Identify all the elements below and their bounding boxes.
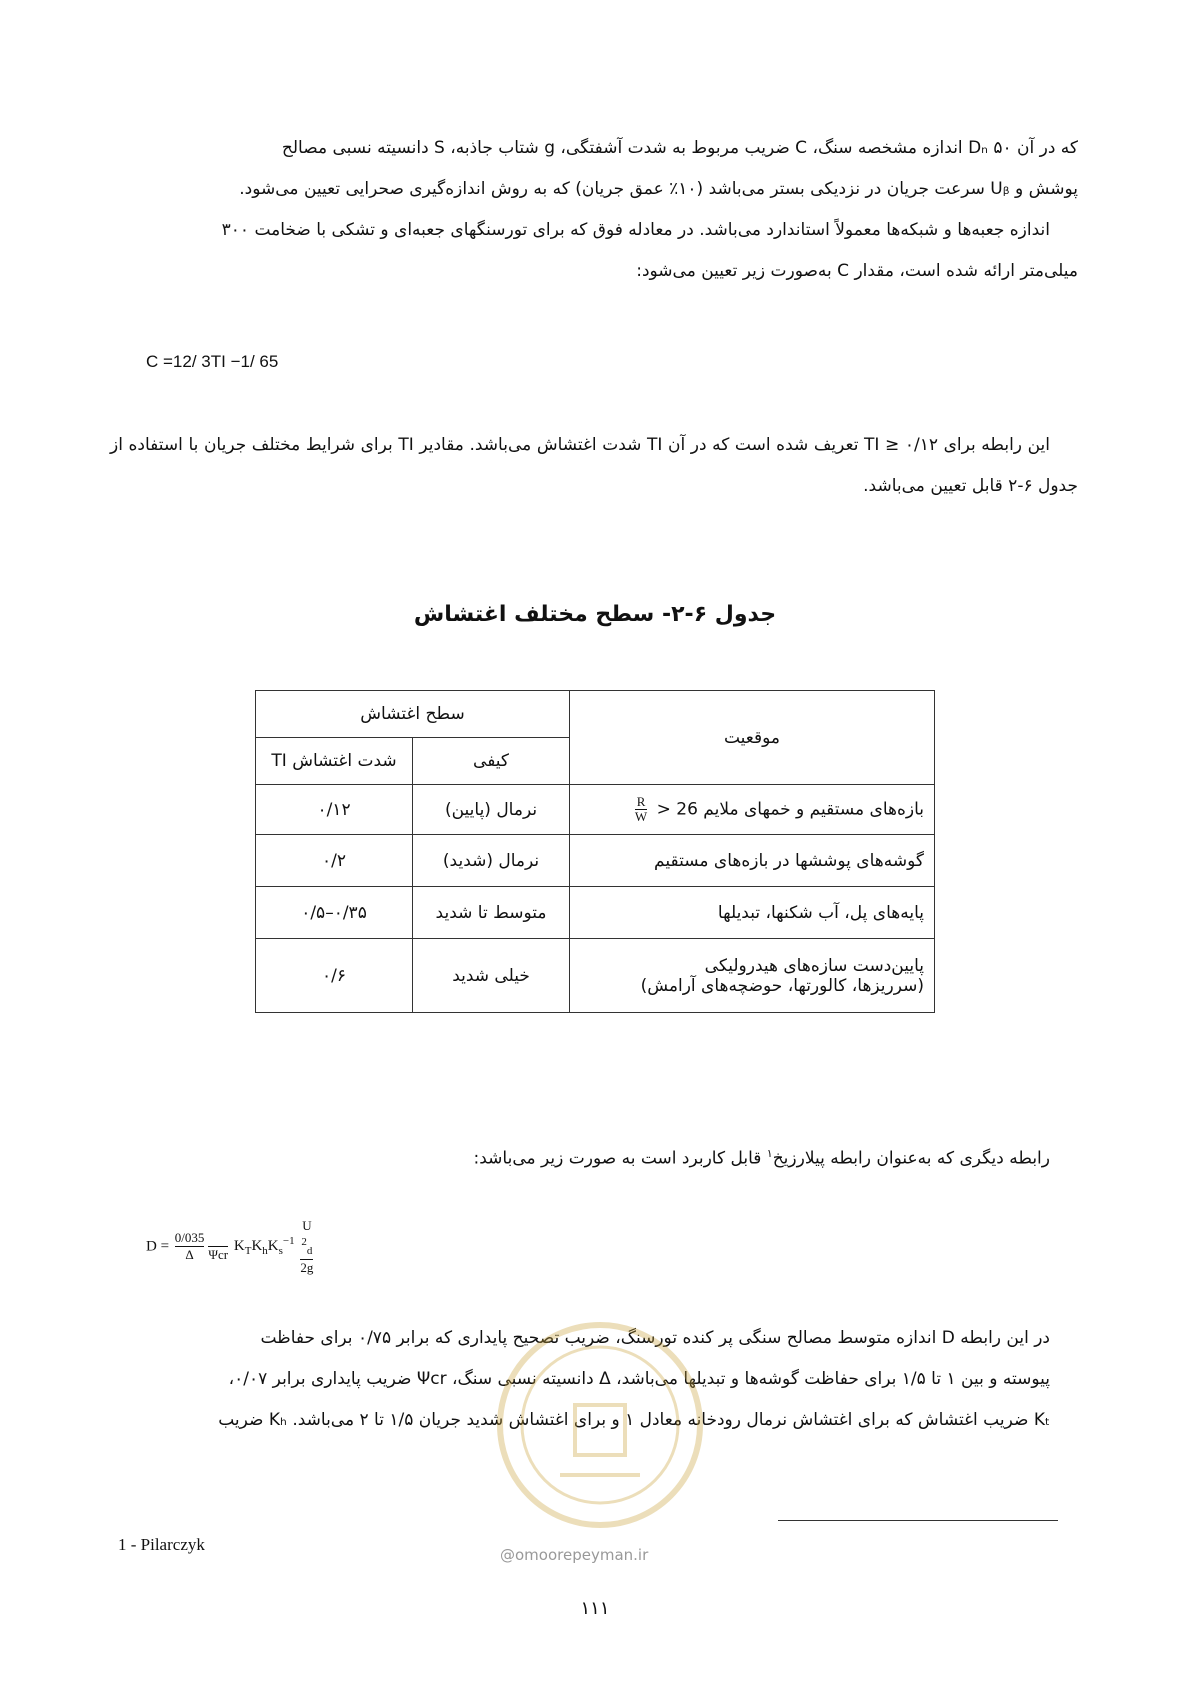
header-quality: کیفی (413, 738, 570, 785)
text-line: Kₜ ضریب اغتشاش که برای اغتشاش نرمال رودخانه معادل ۱ و برای اغتشاش شدید جریان ۱/۵ تا ۲ می‌باشد. Kₕ ضریب (218, 1410, 1050, 1430)
cell-intensity: ۰/۲ (256, 835, 413, 887)
equation-pilarczyk: D = $\frac{0/035}{\Delta}$ Ψcr $K_TK_hK_s^{-1}$ U $^2_d$ 2g (146, 1218, 314, 1275)
header-intensity: شدت اغتشاش TI (256, 738, 413, 785)
paragraph-pilarczyk: رابطه دیگری که به‌عنوان رابطه پیلارزیخ$^۱$ قابل کاربرد است به صورت زیر می‌باشد: (473, 1147, 1050, 1169)
r-over-w-fraction: $\frac{R}{W}$ (634, 794, 648, 824)
cell-intensity: ۰/۳۵–۰/۵ (256, 887, 413, 939)
text-line: میلی‌متر ارائه شده است، مقدار C به‌صورت زیر تعیین می‌شود: (636, 261, 1078, 281)
text-line: پوشش و Uᵦ سرعت جریان در نزدیکی بستر می‌باشد (۱۰٪ عمق جریان) که به روش اندازه‌گیری صحرایی تعیین می‌شود. (239, 179, 1078, 199)
cell-intensity: ۰/۱۲ (256, 785, 413, 835)
table-row (256, 785, 935, 835)
footnote-divider (778, 1520, 1058, 1521)
text-line: پیوسته و بین ۱ تا ۱/۵ برای حفاظت گوشه‌ها و تبدیلها می‌باشد، Δ دانسیته نسبی سنگ، Ψcr ضریب پایداری برابر ۰/۰۷، (228, 1369, 1050, 1389)
cell-location: پایه‌های پل، آب شکنها، تبدیلها (570, 887, 935, 939)
cell-intensity: ۰/۶ (256, 939, 413, 1013)
text-line: که در آن Dₙ ۵۰ اندازه مشخصه سنگ، C ضریب مربوط به شدت آشفتگی، g شتاب جاذبه، S دانسیته نسبی مصالح (281, 138, 1078, 158)
paragraph-ti: این رابطه برای TI ≥ ۰/۱۲ تعریف شده است که در آن TI شدت اغتشاش می‌باشد. مقادیر TI برای شرایط مختلف جریان با استفاده از جدول ۶-۲ قابل تعیین می‌باشد. (110, 435, 1078, 496)
text-line: در این رابطه D اندازه متوسط مصالح سنگی پر کنده تورسنگ، ضریب تصحیح پایداری که برابر ۰/۷۵ برای حفاظت (260, 1328, 1050, 1348)
cell-location: گوشه‌های پوششها در بازه‌های مستقیم (570, 835, 935, 887)
text-line: اندازه جعبه‌ها و شبکه‌ها معمولاً استاندارد می‌باشد. در معادله فوق که برای تورسنگهای جعبه‌ای و تشکی با ضخامت ۳۰۰ (221, 220, 1050, 240)
table-title: جدول ۶-۲- سطح مختلف اغتشاش (413, 602, 777, 627)
cell-quality: نرمال (پایین) (413, 785, 570, 835)
watermark-logo-icon (480, 1305, 720, 1545)
paragraph-intro (110, 128, 1078, 292)
page-number: ۱۱۱ (580, 1598, 610, 1619)
cell-quality: خیلی شدید (413, 939, 570, 1013)
table-row (256, 939, 935, 1013)
footnote: 1 - Pilarczyk (118, 1535, 205, 1554)
cell-location: بازه‌های مستقیم و خمهای ملایم 26 < $\frac{R}{W}$ (570, 785, 935, 835)
cell-location: پایین‌دست سازه‌های هیدرولیکی (سرریزها، کالورتها، حوضچه‌های آرامش) (570, 939, 935, 1013)
footnote-ref: ۱ (766, 1147, 773, 1160)
turbulence-table (255, 690, 935, 1013)
watermark-text: @omoorepeyman.ir (500, 1546, 649, 1564)
cell-quality: متوسط تا شدید (413, 887, 570, 939)
header-level: سطح اغتشاش (256, 691, 570, 738)
header-location: موقعیت (570, 691, 935, 785)
table-row (256, 887, 935, 939)
cell-quality: نرمال (شدید) (413, 835, 570, 887)
equation-c: C =12/ 3TI −1/ 65 (146, 352, 279, 371)
table-row (256, 835, 935, 887)
